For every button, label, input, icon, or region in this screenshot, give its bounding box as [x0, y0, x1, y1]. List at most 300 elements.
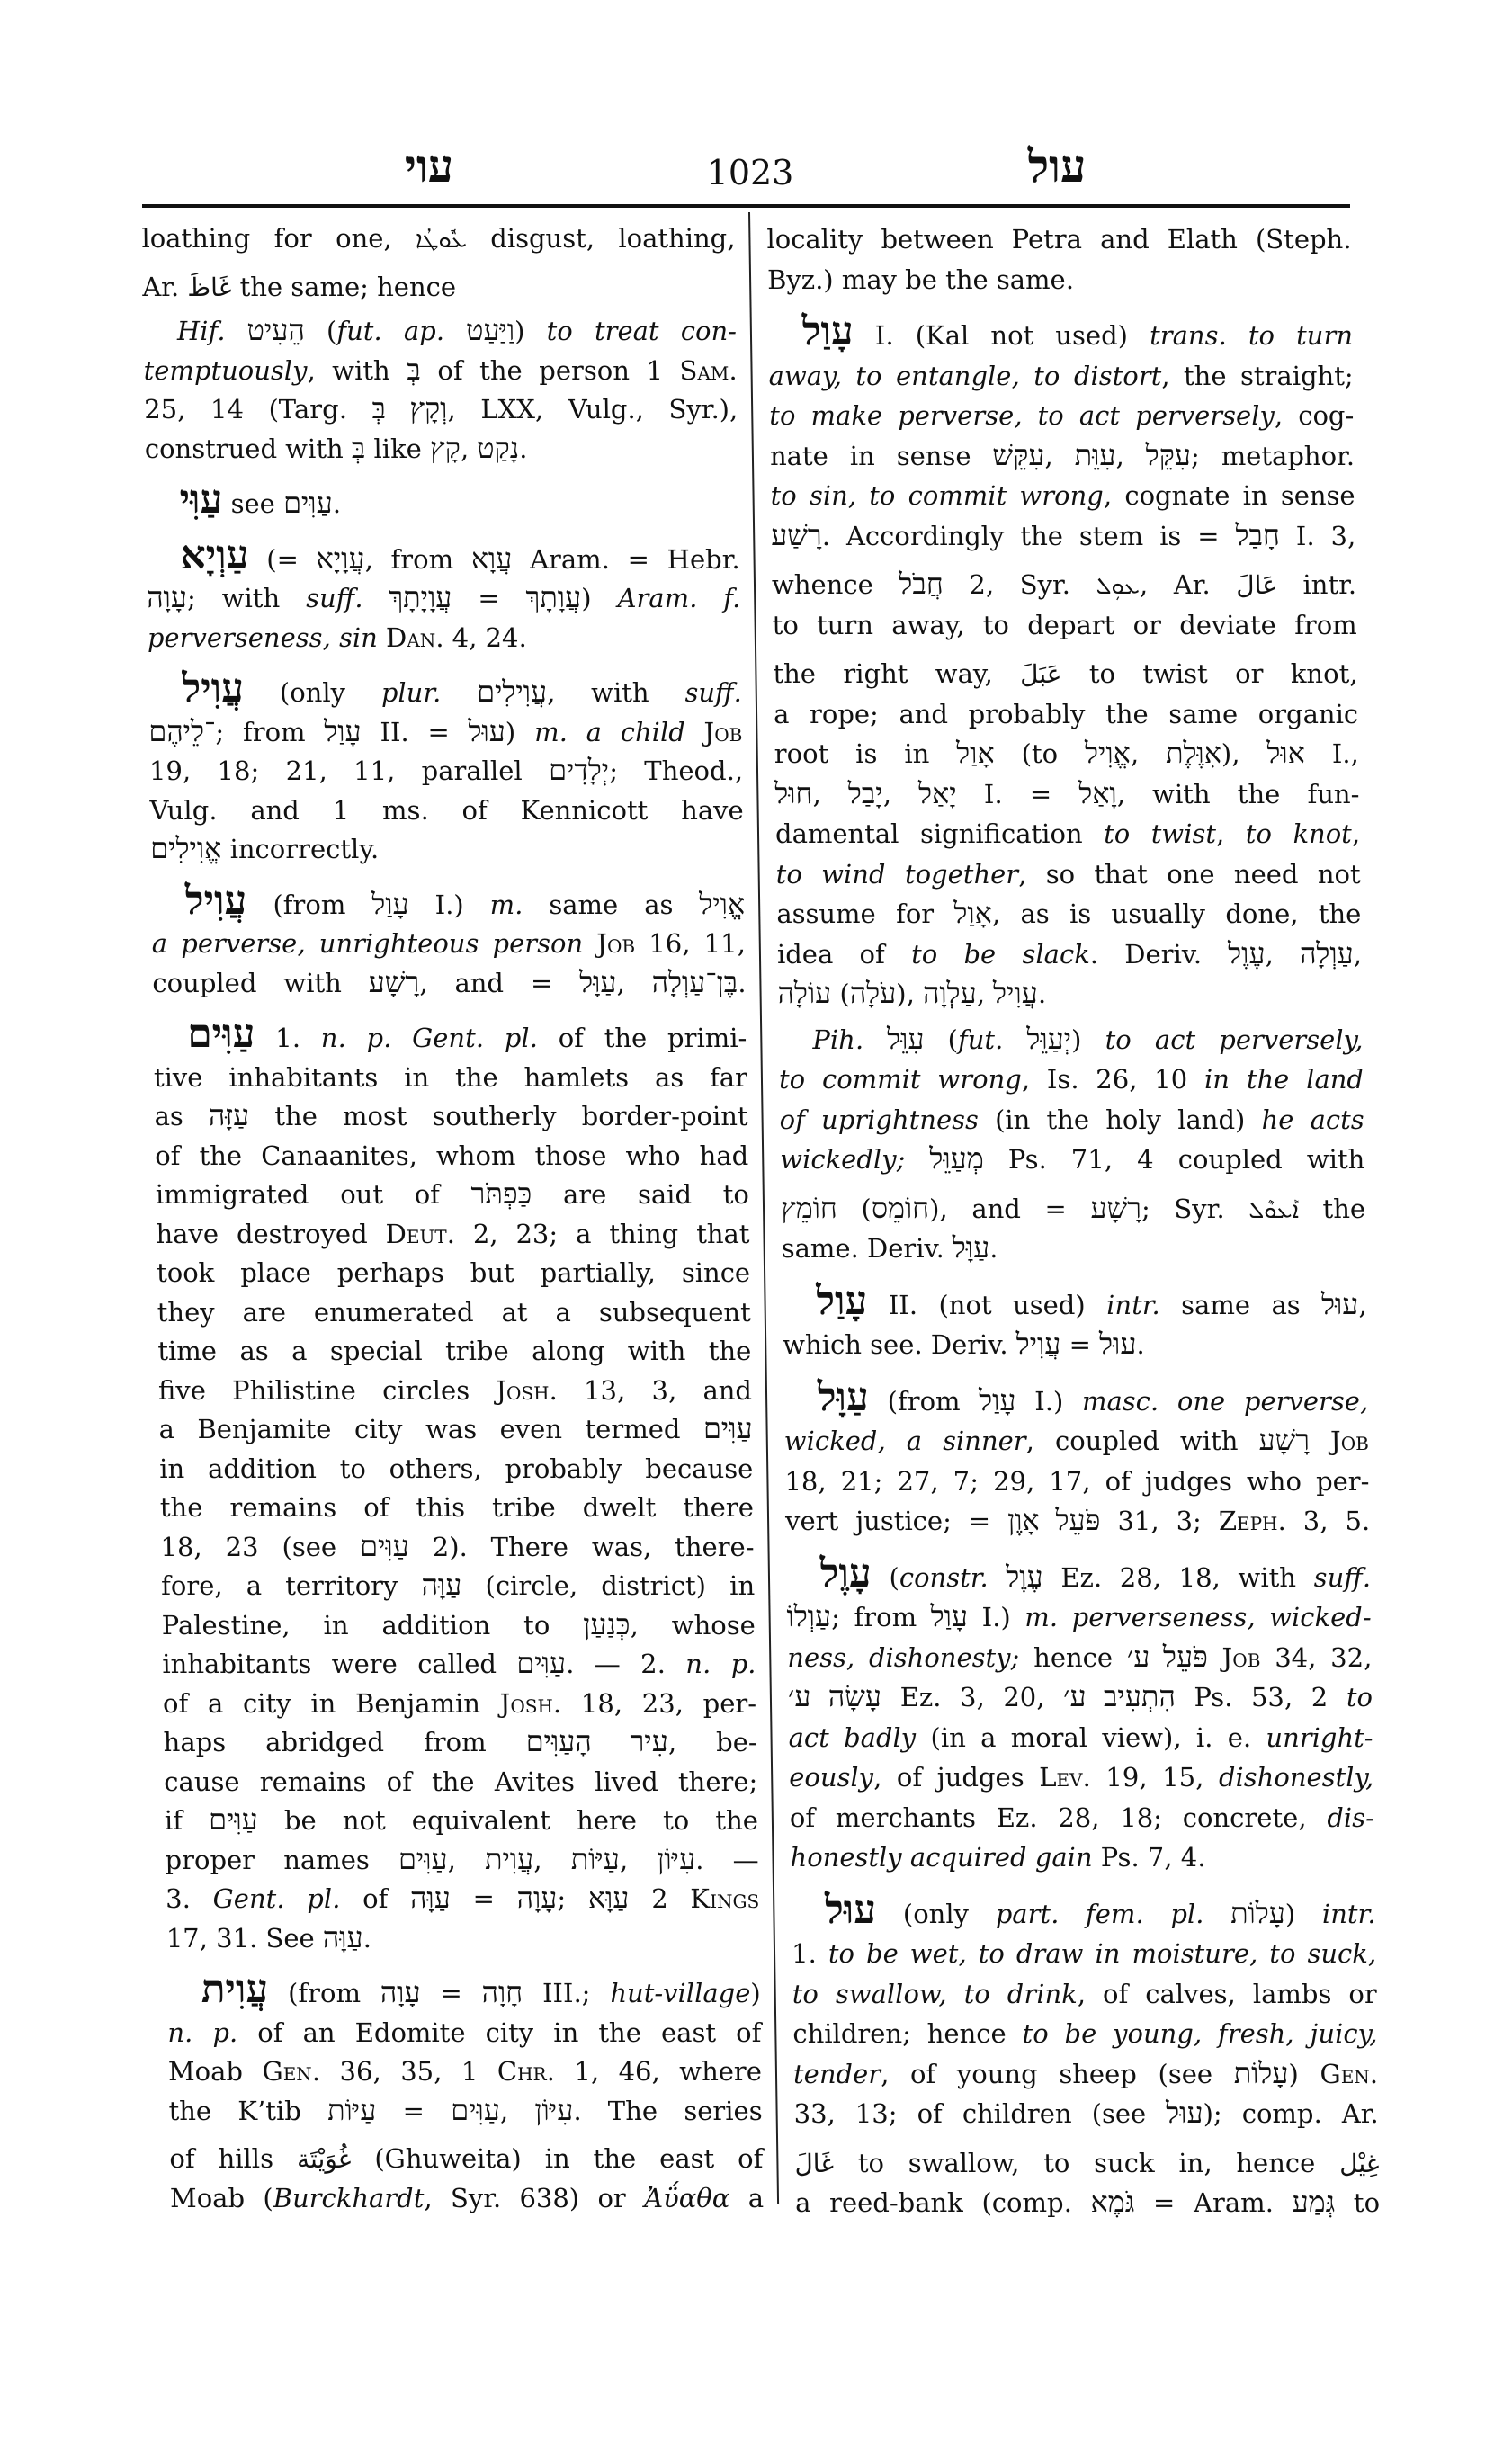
italic-text: masc. one perverse, — [1081, 1385, 1369, 1417]
arabic-word: غَاظَ — [187, 272, 232, 302]
text: Ps. 71, 4 coupled with — [983, 1144, 1365, 1175]
text: , LXX, Vulg., Syr.), — [447, 394, 738, 425]
text-line — [779, 1060, 1364, 1100]
text: which see. Deriv. — [782, 1329, 1016, 1360]
text-line — [777, 934, 1363, 975]
italic-text: suff. — [1313, 1561, 1372, 1593]
text-line — [783, 1325, 1368, 1365]
text-line — [154, 1097, 748, 1137]
text: time as a special tribe along with the — [157, 1336, 752, 1366]
text: . The series — [573, 2095, 763, 2126]
text: ; with — [186, 583, 307, 613]
text-line — [141, 219, 736, 259]
hebrew-word: עַיּוֹת — [570, 1842, 621, 1875]
hebrew-word: יְלָדִים — [548, 754, 610, 786]
hebrew-word: עַוָּה — [409, 1882, 452, 1914]
text: inhabitants were called — [162, 1649, 517, 1679]
hebrew-word: עַוָּא — [587, 1882, 630, 1914]
small-caps-reference: Job — [1329, 1426, 1370, 1456]
hebrew-word: אֱוִילִים — [149, 832, 222, 864]
text: , the straight; — [1160, 360, 1354, 391]
text: 3. — [165, 1883, 213, 1914]
hebrew-word: רָשַׁע — [770, 518, 822, 551]
text: 36, 35, 1 — [319, 2056, 498, 2087]
text: as — [154, 1101, 210, 1131]
text: 3, 5. — [1285, 1506, 1371, 1536]
text — [1203, 1899, 1230, 1929]
hebrew-word: עוּל — [1166, 2097, 1203, 2129]
text-line — [792, 2014, 1378, 2054]
entry-first-line — [151, 878, 746, 925]
text: 19, 18; 21, 11, parallel — [148, 756, 550, 786]
text: , — [1115, 440, 1146, 471]
hebrew-word: עַזָּה — [208, 1099, 250, 1131]
text-line — [779, 1100, 1364, 1140]
hebrew-word: יְעַוֵּל — [1026, 1022, 1072, 1055]
text: a reed-bank (comp. — [794, 2187, 1091, 2218]
text: , — [976, 979, 994, 1009]
text: . — [332, 488, 342, 519]
text: , — [1215, 818, 1247, 849]
text: to turn away, to depart or deviate from — [772, 609, 1357, 640]
text: Aram. = Hebr. — [512, 543, 740, 575]
text: . — [518, 433, 528, 464]
text: whence — [771, 569, 899, 600]
text: 18, 21; 27, 7; 29, 17, of judges who per- — [784, 1465, 1370, 1497]
text — [905, 1144, 930, 1175]
text-line — [168, 2092, 763, 2132]
italic-text: ness, dishonesty; — [787, 1641, 1020, 1673]
text: , be- — [667, 1727, 757, 1757]
italic-text: m. — [489, 889, 523, 920]
text: locality between Petra and Elath (Steph. — [766, 224, 1352, 255]
text: in addition to others, probably because — [158, 1453, 754, 1484]
text: the — [1298, 1193, 1366, 1224]
text: 25, 14 (Targ. — [143, 394, 372, 425]
text: of the Canaanites, whom those who had — [154, 1140, 749, 1171]
text: a rope; and probably the same organic — [773, 698, 1359, 729]
page-header — [0, 0, 1512, 212]
text: II. = — [361, 716, 469, 747]
text: the most southerly border-point — [249, 1101, 748, 1131]
headword: עַוִּים — [186, 1012, 255, 1056]
italic-text: to twist — [1103, 818, 1217, 849]
hebrew-word: רָשָׁע — [1090, 1191, 1142, 1224]
hebrew-word: עֲוִית — [484, 1842, 534, 1875]
small-caps-reference: Gen. — [262, 2056, 321, 2087]
text: , with — [546, 677, 685, 708]
hebrew-word: כַּפְתֹּר — [470, 1177, 532, 1210]
hebrew-word: קָץ — [429, 431, 461, 464]
text: ( — [837, 1193, 872, 1224]
hebrew-word: גֹּמֶא — [1090, 2186, 1135, 2218]
text-line — [143, 352, 738, 391]
hebrew-word: אוּל — [1266, 737, 1306, 769]
headword: עָוַל — [801, 309, 854, 353]
text: , — [619, 1844, 658, 1875]
text: ; Theod., — [608, 756, 744, 786]
text: 34, 32, — [1260, 1641, 1373, 1673]
text-line — [150, 830, 745, 870]
hebrew-word: עִיּוֹן — [534, 2093, 574, 2126]
guide-word-left: עוי — [404, 141, 454, 192]
italic-text: intr. — [1105, 1289, 1160, 1320]
text — [1208, 1642, 1222, 1673]
hebrew-word: פֹּעֵל אָוֶן — [1007, 1504, 1101, 1536]
italic-text: he acts — [1261, 1104, 1364, 1135]
text-line — [774, 734, 1359, 774]
text: , — [1353, 938, 1363, 970]
hebrew-word: עַוְלוֹ — [786, 1600, 832, 1632]
italic-text: to be wet, to draw in moisture, to suck, — [828, 1938, 1377, 1969]
text — [685, 717, 704, 747]
text: . — [989, 1233, 998, 1264]
entry-first-line — [153, 1012, 747, 1059]
hebrew-word: וָאַל — [1078, 776, 1117, 809]
text: I. = — [956, 778, 1079, 809]
hebrew-word: עִקֵּל — [1145, 438, 1192, 471]
hebrew-word: עֲוִיל — [992, 977, 1039, 1009]
hebrew-word: מְעַוֵּל — [929, 1142, 984, 1175]
text: (from — [267, 1978, 381, 2008]
italic-text: dishonestly, — [1218, 1762, 1374, 1793]
text: took place perhaps but partially, since — [156, 1257, 751, 1288]
hebrew-word: ־לֵיהֶם — [148, 714, 216, 747]
text-line — [783, 1421, 1369, 1462]
small-caps-reference: Job — [1221, 1641, 1261, 1673]
headword: עַוִּי — [179, 478, 223, 522]
entry-first-line — [148, 666, 742, 713]
italic-text: temptuously — [143, 354, 308, 386]
text: = Aram. — [1133, 2187, 1293, 2218]
text: Ar. — [141, 271, 188, 302]
text-line — [770, 476, 1355, 516]
text: . — [1037, 979, 1047, 1009]
text-line — [142, 268, 737, 308]
text-line — [161, 1606, 756, 1646]
italic-text: hut-village — [610, 1978, 751, 2008]
text: , with — [307, 354, 407, 386]
text-line — [780, 1140, 1365, 1180]
guide-word-right: עול — [1027, 141, 1087, 192]
italic-text: unright- — [1266, 1721, 1373, 1753]
text: 2, Syr. — [943, 569, 1096, 600]
text-line — [785, 1501, 1371, 1542]
subentry-first-line — [778, 1020, 1364, 1060]
small-caps-reference: Kings — [690, 1883, 760, 1914]
text: , — [460, 433, 478, 464]
text: . — — [694, 1844, 759, 1875]
text: of hills — [169, 2143, 298, 2174]
text-line — [162, 1645, 756, 1685]
text: five Philistine circles — [157, 1374, 497, 1406]
hebrew-word: עָשָׂה ע׳ — [787, 1680, 882, 1712]
text: of the person 1 — [420, 354, 680, 386]
hebrew-word: וְקָץ בְּ — [371, 392, 448, 425]
text: , with the fun- — [1116, 778, 1360, 809]
text: vert justice; = — [784, 1506, 1008, 1536]
text-line — [167, 2014, 762, 2053]
text: I.) — [967, 1602, 1025, 1632]
text: tive inhabitants in the hamlets as far — [153, 1061, 748, 1093]
text-line — [788, 1677, 1373, 1718]
text: Moab ( — [169, 2182, 273, 2213]
text-line — [163, 1723, 757, 1763]
arabic-word: غُوَيْتَة — [296, 2144, 352, 2174]
text: coupled with — [152, 967, 369, 998]
text: ) — [514, 316, 547, 346]
text-line — [154, 1059, 748, 1098]
hebrew-word: יָבַל — [847, 776, 883, 809]
text: same as — [1159, 1289, 1322, 1320]
text-line — [161, 1567, 756, 1606]
text-line — [770, 436, 1355, 477]
italic-text: to swallow, to drink — [792, 1978, 1078, 2009]
italic-text: perverseness, sin — [147, 621, 379, 653]
text-line — [771, 516, 1356, 557]
text-line — [790, 1798, 1375, 1838]
italic-text: to commit wrong — [778, 1064, 1023, 1095]
syriac-word: ܐܰܥܘܶܠ — [1248, 1196, 1300, 1224]
column-right — [766, 219, 1380, 2223]
small-caps-reference: Sam. — [679, 354, 738, 386]
hebrew-word: חֲבֹל — [899, 568, 944, 600]
text: ; Syr. — [1141, 1193, 1249, 1224]
hebrew-word: אָוַל — [955, 737, 995, 769]
small-caps-reference: Zeph. — [1218, 1506, 1286, 1536]
italic-text: a perverse, unrighteous person — [151, 928, 584, 959]
italic-text: Aram. f. — [617, 583, 741, 613]
text: . — [737, 967, 747, 998]
text: of the primi- — [537, 1023, 747, 1053]
text-line — [149, 791, 744, 831]
text-line — [158, 1372, 753, 1411]
column-left — [141, 219, 764, 2218]
hebrew-word: כְּנַעַן — [582, 1607, 631, 1641]
hebrew-word: עָוָה — [516, 1882, 558, 1914]
text — [1310, 1426, 1331, 1456]
text: of a city in Benjamin — [162, 1687, 500, 1719]
text: idea of — [776, 938, 912, 970]
text-line — [795, 2183, 1381, 2223]
text: , of young sheep (see — [880, 2058, 1234, 2089]
italic-text: trans. to turn — [1149, 320, 1354, 351]
text: , — [447, 1844, 486, 1875]
hebrew-word: עִוֵּל — [886, 1022, 925, 1055]
text: . — [362, 1922, 372, 1954]
text: 17, 31. See — [166, 1922, 324, 1954]
text-line — [156, 1215, 750, 1255]
hebrew-word: אֱוִיל — [1084, 737, 1132, 769]
text-line — [775, 814, 1361, 854]
text: 31, 3; — [1100, 1506, 1220, 1536]
entry-first-line — [145, 478, 739, 524]
text: I., — [1304, 738, 1359, 769]
text-line — [164, 1763, 758, 1802]
text: the right way, — [773, 658, 1021, 689]
italic-text: to knot — [1245, 818, 1353, 849]
hebrew-word: עַיּוֹת — [327, 2093, 377, 2126]
arabic-word: غَالَ — [794, 2148, 835, 2178]
text: be not equivalent here to the — [257, 1805, 759, 1836]
hebrew-word: עֲוָא — [470, 541, 513, 575]
text — [441, 677, 477, 708]
text: Moab — [167, 2056, 263, 2087]
text: Ps. 7, 4. — [1092, 1842, 1206, 1873]
hebrew-word: עַוִּים — [359, 1529, 409, 1562]
hebrew-word: עַוָּל — [578, 965, 617, 998]
text: the remains of this tribe dwelt there — [159, 1492, 755, 1523]
text: , — [1351, 818, 1361, 849]
text: the same; hence — [231, 271, 457, 302]
text: 33, 13; of children (see — [793, 2098, 1167, 2129]
text: ; from — [830, 1602, 931, 1632]
text-line — [788, 1718, 1373, 1758]
text: , and = — [418, 967, 580, 998]
text: I.) — [408, 889, 490, 920]
text-line — [781, 1189, 1366, 1229]
headword: עָוֶל — [819, 1551, 872, 1596]
hebrew-word: עִיּוֹן — [657, 1842, 696, 1875]
text: , Is. 26, 10 — [1021, 1064, 1205, 1095]
text-line — [774, 774, 1360, 815]
italic-text: n. p. — [685, 1649, 756, 1679]
text: 13, 3, and — [557, 1374, 753, 1406]
text: , coupled with — [1025, 1426, 1259, 1456]
hebrew-word: הֵעִיט — [246, 314, 306, 346]
hebrew-word: עֲוָיָתָךְ — [389, 581, 452, 613]
hebrew-word: עָוָה — [380, 1976, 421, 2008]
text: ( — [831, 979, 851, 1009]
text: of an Edomite city in the east of — [237, 2016, 762, 2048]
text-line — [148, 713, 743, 753]
text: , of calves, lambs or — [1077, 1978, 1377, 2009]
text-line — [793, 2094, 1379, 2134]
text — [863, 1024, 888, 1055]
headword: עוּל — [824, 1887, 877, 1932]
italic-text: to be young, fresh, juicy, — [1022, 2018, 1378, 2049]
text-line — [789, 1757, 1374, 1798]
hebrew-word: עַוָּה — [322, 1920, 363, 1954]
text: , — [1265, 938, 1301, 970]
entry-first-line — [166, 1967, 761, 2014]
hebrew-word: עַוִּים — [282, 487, 333, 519]
syriac-word: ܥܘܼܠ — [1096, 573, 1141, 600]
hebrew-word: עָלוֹת — [1230, 1896, 1286, 1929]
text: (only — [875, 1898, 996, 1929]
text-line — [787, 1638, 1373, 1678]
text: ); comp. Ar. — [1203, 2098, 1379, 2129]
text: ) — [580, 583, 618, 613]
italic-text: fut. — [957, 1024, 1004, 1055]
text: hence — [1019, 1641, 1128, 1673]
arabic-word: عَبَلَ — [1019, 659, 1062, 689]
text: assume for — [776, 899, 954, 929]
text: , cognate in sense — [1103, 480, 1355, 511]
text: ), and = — [928, 1193, 1091, 1224]
text: if — [164, 1805, 210, 1836]
hebrew-word: בְּ — [407, 353, 421, 386]
text: , — [1358, 1289, 1367, 1320]
text-line — [158, 1410, 753, 1450]
text: are said to — [531, 1179, 750, 1210]
hebrew-word: עָוַל — [930, 1600, 969, 1632]
hebrew-word: עֲוָתָךְ — [525, 581, 582, 613]
text: to — [1334, 2187, 1381, 2218]
text-line — [165, 1841, 759, 1881]
italic-text: Ἀΰαθα — [643, 2182, 730, 2213]
hebrew-word: חָוָה — [481, 1976, 523, 2008]
small-caps-reference: Josh. — [499, 1687, 562, 1719]
small-caps-reference: Lev. — [1038, 1762, 1092, 1793]
text — [583, 928, 597, 959]
hebrew-word: עַוִּים — [450, 2093, 501, 2126]
text: I.) — [1015, 1385, 1083, 1417]
text-line — [149, 752, 744, 791]
text: 2 — [629, 1883, 691, 1914]
text-line — [166, 1880, 760, 1919]
hebrew-word: עִקֵּשׁ — [992, 438, 1045, 471]
text: root is in — [774, 738, 957, 769]
header-rule — [142, 204, 1350, 208]
text: loathing for one, — [141, 223, 416, 254]
text: damental signification — [774, 818, 1105, 849]
syriac-word: ܥܽܘܛܳܐ — [415, 227, 468, 254]
page-number: 1023 — [706, 153, 794, 192]
text-line — [160, 1489, 755, 1528]
text: immigrated out of — [155, 1179, 471, 1210]
small-caps-reference: Job — [703, 716, 743, 747]
text-line — [784, 1462, 1370, 1502]
text-line — [157, 1293, 751, 1333]
text-line — [774, 694, 1359, 735]
text: have destroyed — [156, 1218, 386, 1249]
hebrew-word: עֲוִילִים — [476, 675, 548, 708]
text: ) — [505, 716, 535, 747]
hebrew-word: עוּל — [1320, 1287, 1359, 1320]
text: (from — [868, 1385, 980, 1417]
italic-text: part. fem. pl. — [995, 1898, 1204, 1929]
hebrew-word: עִיר הָעַוִּים — [525, 1725, 669, 1757]
text: cause remains of the Avites lived there; — [164, 1766, 758, 1797]
small-caps-reference: Chr. — [497, 2056, 556, 2087]
hebrew-word: עֶוֶל — [1006, 1560, 1043, 1593]
headword: עַוְיָא — [180, 532, 249, 577]
text: . Deriv. — [1089, 938, 1229, 970]
text: like — [365, 433, 431, 464]
headword: עָוַל — [816, 1278, 868, 1323]
hebrew-word: נָקַט — [476, 431, 520, 464]
text: (circle, district) in — [461, 1570, 756, 1601]
hebrew-word: אָוַל — [953, 897, 993, 929]
italic-text: n. p. — [167, 2016, 238, 2048]
text-line — [786, 1597, 1372, 1638]
text-line — [777, 974, 1363, 1015]
text-line — [156, 1176, 750, 1215]
text: ; — [557, 1883, 589, 1914]
text: the K’tib — [168, 2095, 328, 2126]
italic-text: act badly — [788, 1721, 917, 1753]
text-line — [792, 1934, 1377, 1974]
text: nate in sense — [769, 440, 993, 471]
text-line — [157, 1254, 751, 1293]
text: ) — [750, 1978, 761, 2008]
italic-text: m. perverseness, wicked- — [1024, 1602, 1372, 1632]
hebrew-word: עוֹלָה — [777, 977, 832, 1009]
text: fore, a territory — [160, 1570, 422, 1601]
text-line — [766, 219, 1352, 260]
text: Ez. 3, 20, — [881, 1682, 1064, 1712]
